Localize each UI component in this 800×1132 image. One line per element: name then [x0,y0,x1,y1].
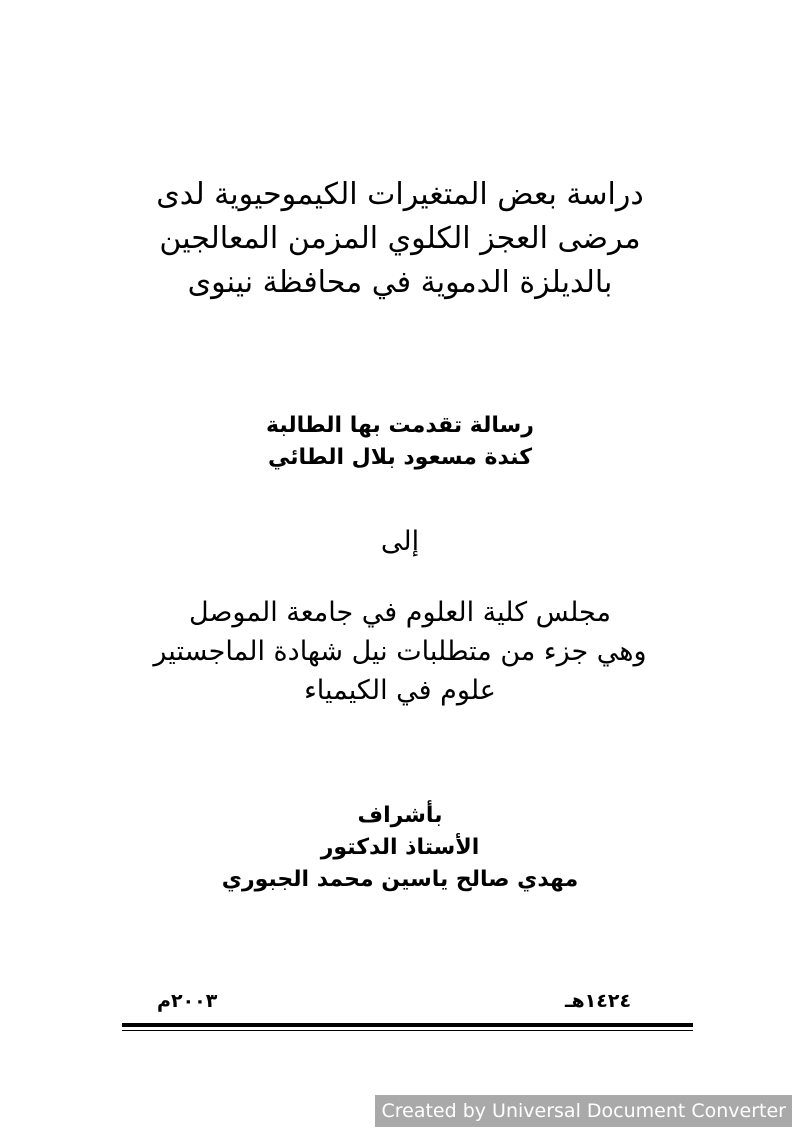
student-name: كندة مسعود بلال الطائي [267,445,533,470]
gregorian-date: ٢٠٠٣م [157,990,218,1012]
to-word-block [0,524,800,560]
to-word: إلى [380,526,420,557]
thesis-title-line-2: مرضى العجز الكلوي المزمن المعالجين [159,221,641,256]
hijri-date: ١٤٢٤هـ [565,990,632,1012]
student-info [0,410,800,474]
thesis-title-line-1: دراسة بعض المتغيرات الكيموحيوية لدى [156,177,644,212]
thesis-title [0,173,800,305]
council-line-2: وهي جزء من متطلبات نيل شهادة الماجستير [153,636,647,667]
thesis-title-line-3: بالديلزة الدموية في محافظة نينوى [187,265,613,300]
supervisor-title: الأستاذ الدكتور [320,835,480,860]
supervision-label: بأشراف [357,803,443,828]
council-line-1: مجلس كلية العلوم في جامعة الموصل [189,597,611,628]
council-info [0,593,800,710]
converter-watermark: Created by Universal Document Converter [375,1095,792,1127]
footer-rule-thick [122,1023,693,1027]
supervisor-name: مهدي صالح ياسين محمد الجبوري [221,867,579,892]
council-line-3: علوم في الكيمياء [304,675,496,706]
supervision-info [0,800,800,896]
submission-statement: رسالة تقدمت بها الطالبة [266,413,534,438]
footer-rule-thin [122,1030,693,1031]
